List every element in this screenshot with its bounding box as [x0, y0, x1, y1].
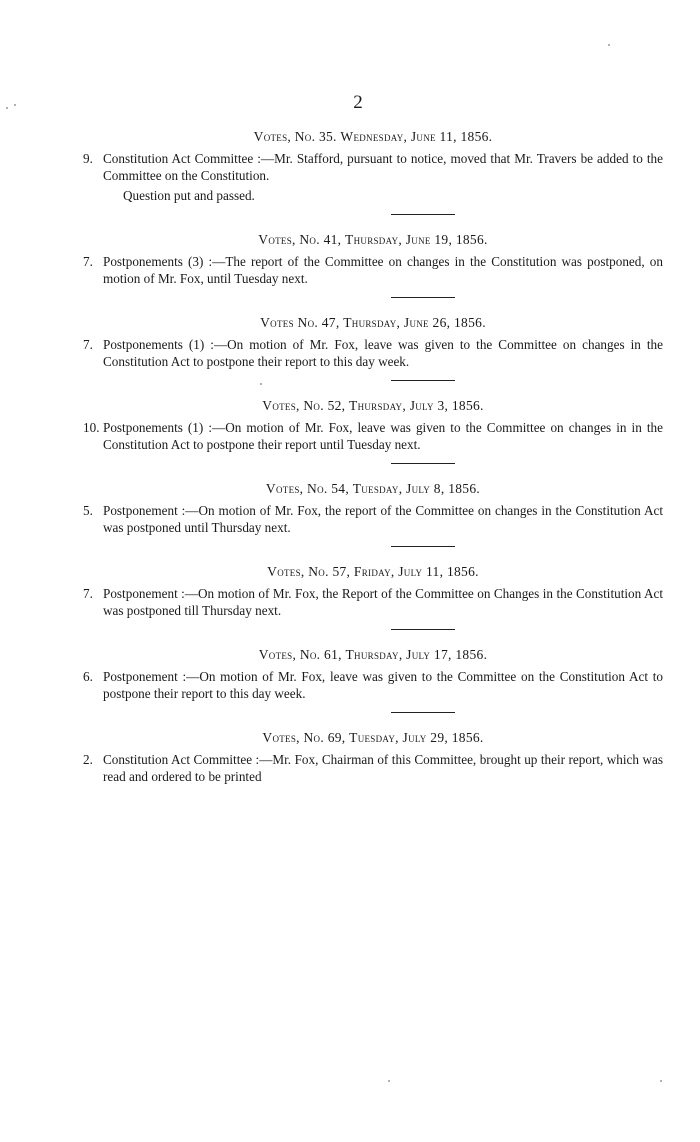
item-number: 5. [83, 503, 93, 518]
entry-item [83, 751, 663, 785]
entry-item [83, 585, 663, 619]
section-divider [391, 463, 455, 464]
entry-heading [83, 646, 663, 664]
heading-date: 11, 1856. [426, 564, 479, 579]
section-divider [391, 629, 455, 630]
heading-prefix: Votes, No. 35. [253, 129, 337, 144]
votes-entry [83, 563, 663, 630]
item-text: Postponements (1) :—On motion of Mr. Fox, leave was given to the Committee on changes in in the Constitution Act to postpone their report until Tuesday next. [103, 420, 663, 452]
item-text: Postponement :—On motion of Mr. Fox, the report of the Committee on changes in the Constitution Act was postponed until Thursday next. [103, 503, 663, 535]
section-divider [391, 546, 455, 547]
heading-date: 17, 1856. [433, 647, 488, 662]
heading-prefix: Votes, No. 41, [258, 232, 342, 247]
item-text: Postponements (3) :—The report of the Committee on changes in the Constitution was postponed, on motion of Mr. Fox, until Tuesday next. [103, 254, 663, 286]
heading-date: 19, 1856. [434, 232, 488, 247]
heading-day: Friday, July [353, 564, 423, 579]
page-number: 2 [353, 92, 363, 113]
heading-date: 8, 1856. [433, 481, 481, 496]
item-text: Constitution Act Committee :—Mr. Fox, Chairman of this Committee, brought up their report, which was read and ordered to be printed [103, 752, 663, 784]
heading-date: 3, 1856. [437, 398, 484, 413]
heading-day: Thursday, July [349, 398, 434, 413]
votes-entry [83, 480, 663, 547]
heading-date: 26, 1856. [432, 315, 486, 330]
votes-entry [83, 646, 663, 713]
heading-day: Wednesday, June [340, 129, 436, 144]
item-number: 9. [83, 151, 93, 166]
item-number: 7. [83, 586, 93, 601]
item-number: 7. [83, 337, 93, 352]
item-number: 10. [83, 420, 100, 435]
entry-item [83, 502, 663, 536]
section-divider [391, 214, 455, 215]
entry-heading [83, 314, 663, 332]
entry-item [83, 150, 663, 184]
votes-entry [83, 729, 663, 785]
votes-entry [83, 397, 663, 464]
heading-prefix: Votes, No. 57, [267, 564, 351, 579]
heading-date: 29, 1856. [430, 730, 484, 745]
entry-heading [83, 729, 663, 747]
section-divider [391, 712, 455, 713]
item-number: 7. [83, 254, 93, 269]
entry-heading [83, 563, 663, 581]
entry-heading [83, 231, 663, 249]
heading-date: 11, 1856. [439, 129, 493, 144]
heading-day: Tuesday, July [352, 481, 431, 496]
heading-day: Thursday, July [345, 647, 431, 662]
entry-heading [83, 128, 663, 146]
section-divider [391, 380, 455, 381]
heading-day: Thursday, June [345, 232, 431, 247]
votes-entry [83, 314, 663, 381]
entry-item [83, 419, 663, 453]
heading-prefix: Votes No. 47, [260, 315, 340, 330]
heading-prefix: Votes, No. 54, [265, 481, 349, 496]
entry-item [83, 253, 663, 287]
entry-item [83, 668, 663, 702]
entry-heading [83, 397, 663, 415]
section-divider [391, 297, 455, 298]
votes-entry [83, 231, 663, 298]
votes-entry [83, 128, 663, 215]
item-text: Postponement :—On motion of Mr. Fox, leave was given to the Committee on the Constitution Act to postpone their report to this day week. [103, 669, 663, 701]
entry-subline: Question put and passed. [123, 188, 255, 203]
item-number: 2. [83, 752, 93, 767]
heading-prefix: Votes, No. 52, [262, 398, 346, 413]
item-number: 6. [83, 669, 93, 684]
item-text: Postponements (1) :—On motion of Mr. Fox, leave was given to the Committee on changes in the Constitution Act to postpone their report to this day week. [103, 337, 663, 369]
entry-heading [83, 480, 663, 498]
heading-prefix: Votes, No. 69, [262, 730, 346, 745]
item-text: Postponement :—On motion of Mr. Fox, the Report of the Committee on Changes in the Constitution Act was postponed till Thursday next. [103, 586, 663, 618]
entry-item [83, 336, 663, 370]
item-text: Constitution Act Committee :—Mr. Stafford, pursuant to notice, moved that Mr. Travers be added to the Committee on the Constitution. [103, 151, 663, 183]
heading-day: Thursday, June [343, 315, 429, 330]
heading-day: Tuesday, July [349, 730, 427, 745]
votes-entries [83, 128, 663, 785]
heading-prefix: Votes, No. 61, [258, 647, 342, 662]
